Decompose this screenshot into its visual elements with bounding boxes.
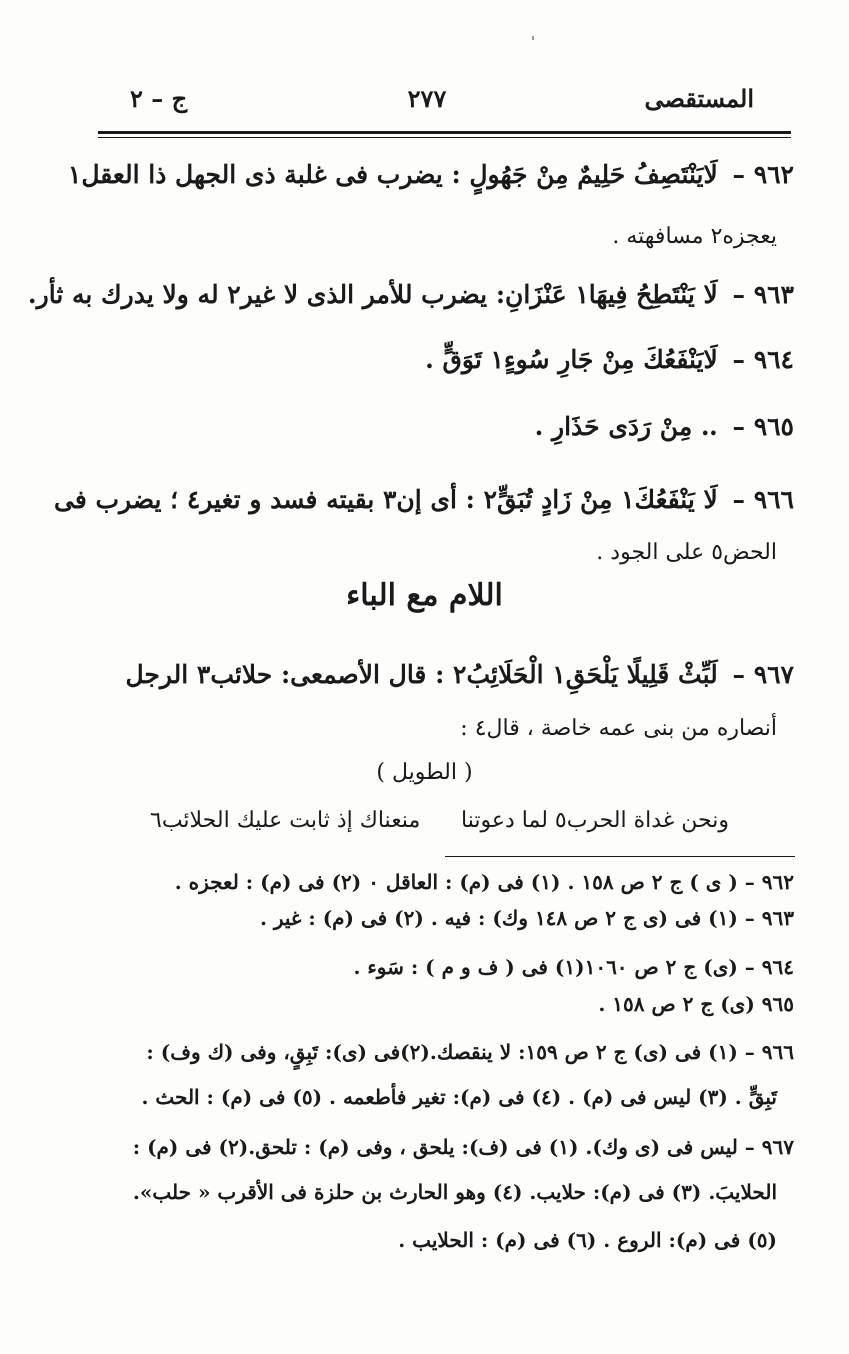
footnote-number: ٩٦٢ –	[744, 870, 794, 894]
footnote-number: ٩٦٤ –	[744, 955, 794, 979]
footnote-number: ٩٦٦ –	[744, 1040, 794, 1064]
proverb-entry-964	[108, 345, 794, 374]
footnote-962	[108, 870, 794, 894]
footnote-967	[108, 1135, 794, 1159]
proverb-entry-962	[67, 160, 794, 189]
verse-first-hemistich: ونحن غداة الحرب٥ لما دعوتنا	[461, 808, 729, 833]
entry-text: لَا يَنْفَعُكَ١ مِنْ زَادٍ تُبَقٍّ٢ : أى إن٣ بقيته فسد و تغير٤ ؛ يضرب فى	[54, 485, 718, 514]
header-book-title: المستقصى	[644, 84, 754, 113]
entry-number: ٩٦٢ –	[732, 160, 794, 189]
entry-text: لَايَنْتَصِفُ حَلِيمٌ مِنْ جَهُولٍ : يضرب فى غلبة ذى الجهل ذا العقل١	[67, 160, 718, 189]
footnote-965	[108, 992, 794, 1016]
proverb-entry-962-continuation	[100, 224, 777, 249]
running-header	[100, 84, 754, 124]
header-rule-thick	[98, 131, 791, 134]
footnote-number: ٩٦٣ –	[744, 906, 794, 930]
footnote-text: ليس فى (ى وك). (١) فى (ف): يلحق ، وفى (م) : تلحق.(٢) فى (م) :	[132, 1135, 738, 1159]
footnote-number: ٩٦٥	[761, 992, 794, 1016]
footnote-966	[108, 1040, 794, 1064]
entry-text: الحض٥ على الجود .	[596, 540, 777, 565]
footnote-text: (ى) ج ٢ ص ١٥٨ .	[598, 992, 755, 1016]
footnote-text: ( ى ) ج ٢ ص ١٥٨ . (١) فى (م) : العاقل ٠ (٢) فى (م) : لعجزه .	[174, 870, 738, 894]
footnote-text: (ى) ج ٢ ص ١٠٦٠(١) فى ( ف و م ) : سَوء .	[353, 955, 738, 979]
entry-text: ‥ مِنْ رَدَى حَذَارِ .	[534, 412, 718, 441]
entry-number: ٩٦٥ –	[732, 412, 794, 441]
proverb-entry-967-continuation	[100, 716, 777, 741]
footnote-text: (١) فى (ى) ج ٢ ص ١٥٩: لا ينقصك.(٢)فى (ى): تَبِقٍ، وفى (ك وف) :	[146, 1040, 738, 1064]
header-rule-thin	[98, 137, 791, 138]
header-volume: ج – ٢	[130, 84, 188, 113]
section-title: اللام مع الباء	[346, 578, 503, 613]
entry-text: لَايَنْفَعُكَ مِنْ جَارِ سُوءٍ١ تَوَقٍّ .	[425, 345, 718, 374]
page-number: ٢٧٧	[407, 84, 447, 113]
entry-number: ٩٦٦ –	[732, 485, 794, 514]
page-speck	[532, 36, 534, 40]
proverb-entry-963	[27, 280, 794, 309]
entry-number: ٩٦٤ –	[732, 345, 794, 374]
entry-text: لَبِّثْ قَلِيلًا يَلْحَقِ١ الْحَلَائِبُ٢ : قال الأصمعى: حلائب٣ الرجل	[125, 660, 718, 689]
proverb-entry-967	[108, 660, 794, 689]
footnote-text: (١) فى (ى ج ٢ ص ١٤٨ وك) : فيه . (٢) فى (م) : غير .	[259, 906, 738, 930]
footnote-text: تَبِقٍّ . (٣) ليس فى (م) . (٤) فى (م): تغير فأطعمه . (٥) فى (م) : الحث .	[141, 1085, 777, 1109]
footnote-967-continuation	[108, 1180, 777, 1204]
proverb-entry-966-continuation	[100, 540, 777, 565]
entry-text: لَا يَنْتَطِحُ فِيهَا١ عَنْزَانِ: يضرب للأمر الذى لا غير٢ له ولا يدرك به ثأر.	[27, 280, 718, 309]
poem-verse	[150, 808, 729, 833]
footnote-text: الحلايبَ. (٣) فى (م): حلايب. (٤) وهو الحارث بن حلزة فى الأقرب « حلب».	[132, 1180, 777, 1204]
footnote-964	[108, 955, 794, 979]
footnote-separator	[445, 856, 795, 857]
verse-second-hemistich: منعناك إذ ثابت عليك الحلائب٦	[150, 808, 421, 833]
entry-number: ٩٦٧ –	[732, 660, 794, 689]
proverb-entry-965	[108, 412, 794, 441]
footnote-967-continuation-2	[108, 1228, 777, 1252]
entry-text: يعجزه٢ مسافهته .	[612, 224, 777, 249]
poetic-meter: ( الطويل )	[376, 760, 473, 785]
footnote-text: (٥) فى (م): الروع . (٦) فى (م) : الحلايب .	[398, 1228, 777, 1252]
footnote-966-continuation	[108, 1085, 777, 1109]
footnote-963	[108, 906, 794, 930]
entry-number: ٩٦٣ –	[732, 280, 794, 309]
proverb-entry-966	[54, 485, 794, 514]
footnote-number: ٩٦٧ –	[744, 1135, 794, 1159]
entry-text: أنصاره من بنى عمه خاصة ، قال٤ :	[460, 716, 777, 741]
